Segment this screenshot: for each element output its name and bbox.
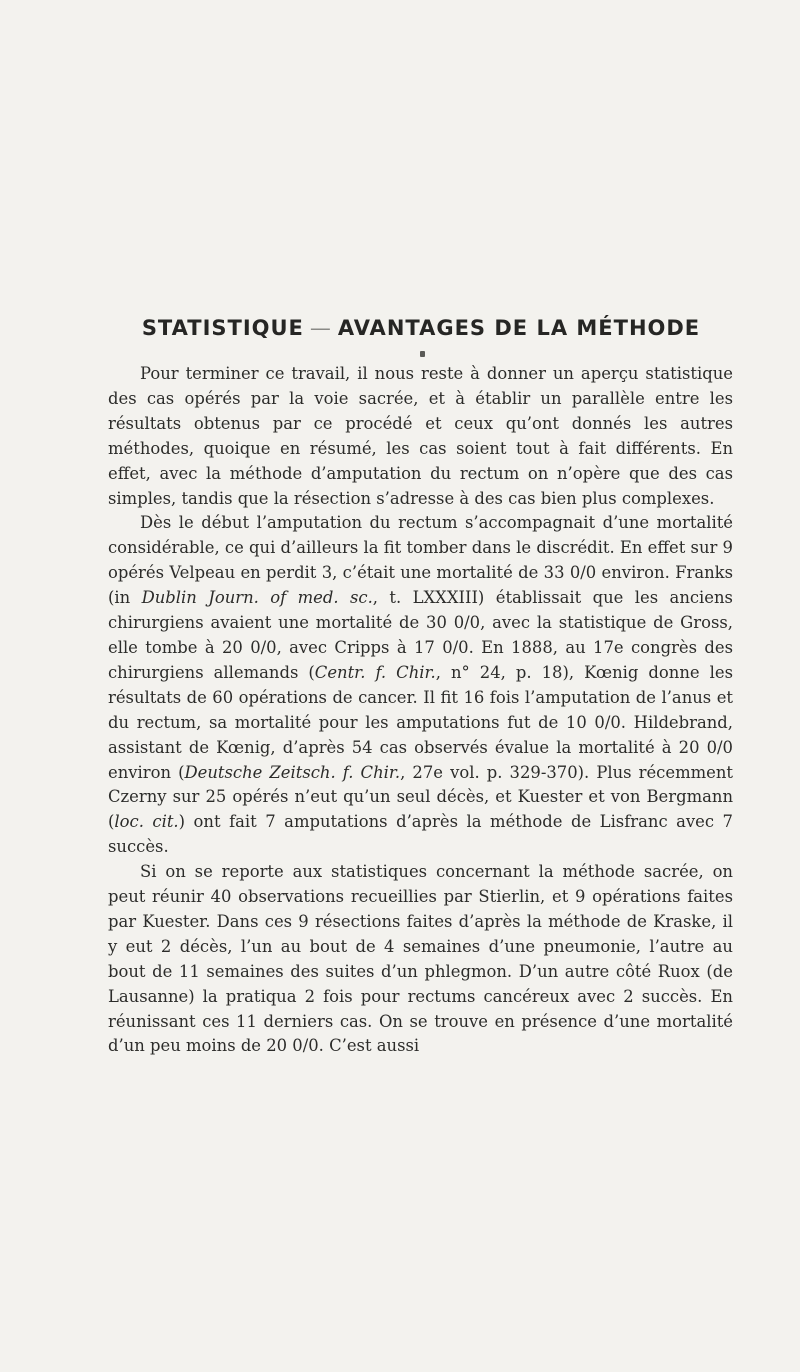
paragraph-text: Si on se reporte aux statistiques concernant la méthode sacrée, on peut réunir 40 observations recueillies par Stierlin, et 9 opérations faites par Kuester. Dans ces 9 résections faites d’après la méthode de Kraske, il y eut 2 décès, l’un au bout de 4 semaines d’une pneumonie, l’autre au bout de 11 semaines des suites d’un phlegmon. D’un autre côté Ruox (de Lausanne) la pratiqua 2 fois pour rectums cancéreux avec 2 succès. En réunissant ces 11 derniers cas. On se trouve en présence d’une mortalité d’un peu moins de 20 0/0. C’est aussi	[108, 862, 733, 1056]
paragraph	[108, 362, 733, 511]
paragraph-text: , 27e vol. p. 329-370). Plus récemment Czerny sur 25 opérés n’eut qu’un seul décès, et Kuester et von Bergmann (	[108, 762, 733, 832]
running-head-separator: —	[309, 316, 332, 340]
citation-text: Dublin Journ. of med. sc.	[141, 588, 373, 608]
paragraph-text: , n° 24, p. 18), Kœnig donne les résultats de 60 opérations de cancer. Il fit 16 fois l’amputation de l’anus et du rectum, sa mortalité pour les amputations fut de 10 0/0. Hildebrand, assistant de Kœnig, d’après 54 cas observés évalue la mortalité à 20 0/0 environ (	[108, 662, 733, 782]
paragraph	[108, 511, 733, 860]
citation-text: Deutsche Zeitsch. f. Chir.	[184, 762, 401, 782]
ink-mark	[420, 351, 425, 357]
paragraph	[108, 860, 733, 1059]
body-text	[108, 362, 733, 1059]
paragraph-text: , t. LXXXIII) établissait que les anciens chirurgiens avaient une mortalité de 30 0/0, avec la statistique de Gross, elle tombe à 20 0/0, avec Cripps à 17 0/0. En 1888, au 17e congrès des chirurgiens allemands (	[108, 588, 733, 682]
paragraph-text: Dès le début l’amputation du rectum s’accompagnait d’une mortalité considérable, ce qui d’ailleurs la fit tomber dans le discrédit. En effet sur 9 opérés Velpeau en perdit 3, c’était une mortalité de 33 0/0 environ. Franks (in	[108, 513, 733, 608]
paragraph-text: ) ont fait 7 amputations d’après la méthode de Lisfranc avec 7 succès.	[108, 812, 733, 857]
paragraph-text: Pour terminer ce travail, il nous reste à donner un aperçu statistique des cas opérés par la voie sacrée, et à établir un parallèle entre les résultats obtenus par ce procédé et ceux qu’ont donnés les autres méthodes, quoique en résumé, les cas soient tout à fait différents. En effet, avec la méthode d’amputation du rectum on n’opère que des cas simples, tandis que la résection s’adresse à des cas bien plus complexes.	[108, 364, 733, 508]
running-head	[108, 316, 734, 340]
citation-text: loc. cit.	[114, 812, 179, 832]
running-head-left: STATISTIQUE	[141, 316, 304, 340]
citation-text: Centr. f. Chir.	[314, 662, 436, 682]
running-head-right: AVANTAGES DE LA MÉTHODE	[337, 316, 701, 340]
